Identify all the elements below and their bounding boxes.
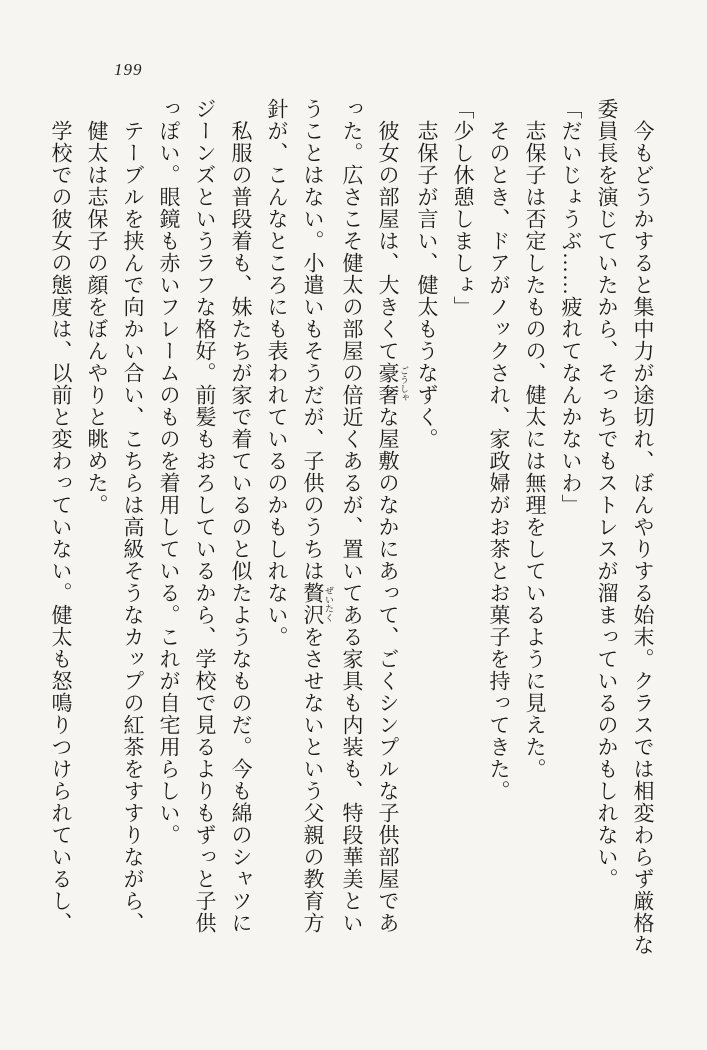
- text-line: 志保子が言い、健太もうなずく。: [415, 98, 439, 450]
- page-number: 199: [114, 60, 143, 79]
- text-block: [43, 98, 661, 970]
- text-line: そのとき、ドアがノックされ、家政婦がお茶とお菓子を持ってきた。: [487, 98, 511, 802]
- text-line: っぽい。眼鏡も赤いフレームのものを着用している。これが自宅用らしい。: [157, 98, 181, 846]
- text-line: テーブルを挟んで向かい合い、こちらは高級そうなカップの紅茶をすすりながら、: [121, 98, 145, 934]
- text-line: 針が、こんなところにも表われているのかもしれない。: [265, 98, 289, 648]
- text-line: 学校での彼女の態度は、以前と変わっていない。健太も怒鳴りつけられているし、: [49, 98, 73, 934]
- text-line: 「少し休憩しましょ」: [451, 98, 475, 318]
- text-line: 志保子は否定したものの、健太には無理をしているように見えた。: [523, 98, 547, 780]
- text-line: 彼女の部屋は、大きくて豪奢 ごうしゃな屋敷のなかにあって、ごくシンプルな子供部屋であ: [376, 98, 409, 934]
- text-line: 「だいじょうぶ……疲れてなんかないわ」: [559, 98, 583, 516]
- text-line: 今もどうかすると集中力が途切れ、ぼんやりする始末。クラスでは相変わらず厳格な: [631, 98, 655, 956]
- ruby-annotated-word: 贅沢 ぜいたく: [301, 582, 334, 626]
- text-line: ジーンズというラフな格好。前髪もおろしているから、学校で見るよりもずっと子供: [193, 98, 217, 934]
- text-line: 私服の普段着も、妹たちが家で着ているのと似たようなものだ。今も綿のシャツに: [229, 98, 253, 934]
- text-line: 健太は志保子の顔をぼんやりと眺めた。: [85, 98, 109, 516]
- ruby-annotated-word: 豪奢 ごうしゃ: [376, 362, 409, 406]
- text-line: った。広さこそ健太の部屋の倍近くあるが、置いてある家具も内装も、特段華美とい: [340, 98, 364, 934]
- text-line: 委員長を演じていたから、そっちでもストレスが溜まっているのかもしれない。: [595, 98, 619, 890]
- text-line: うことはない。小遣いもそうだが、子供のうちは贅沢 ぜいたくをさせないという父親の教育方: [301, 98, 334, 934]
